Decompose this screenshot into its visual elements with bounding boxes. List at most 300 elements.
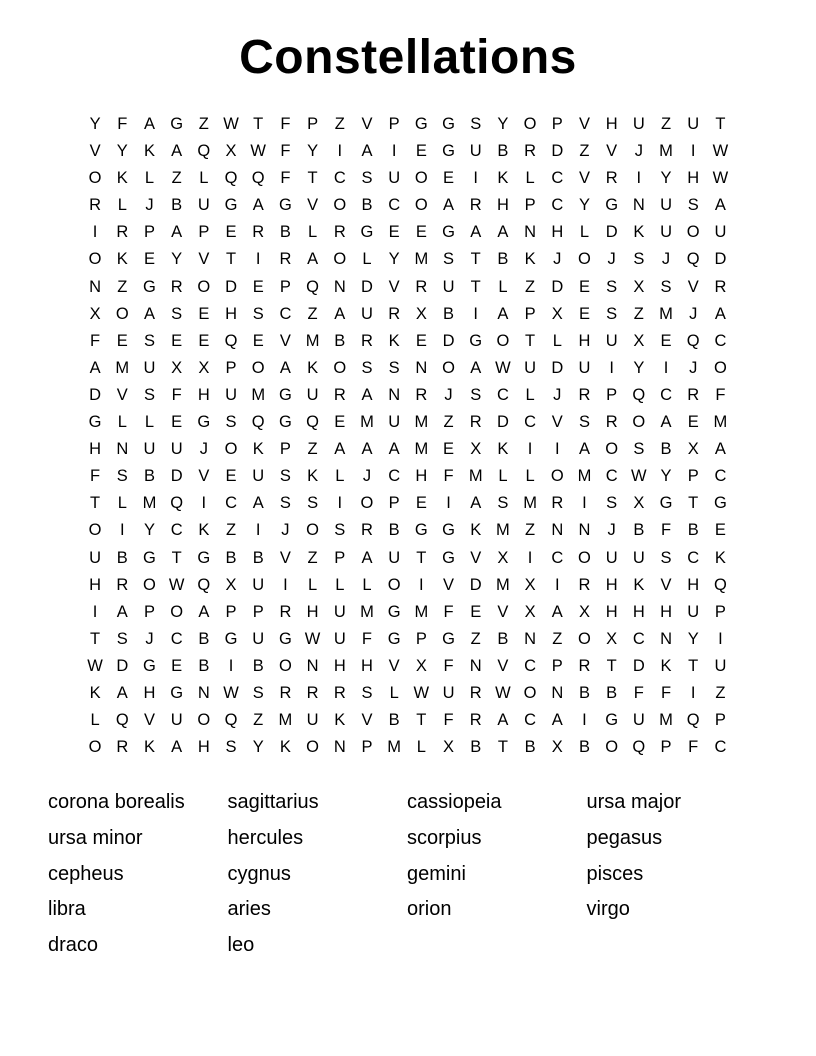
grid-letter: K — [714, 548, 726, 567]
grid-letter: H — [225, 304, 237, 323]
grid-letter: Z — [552, 629, 563, 648]
grid-row — [82, 246, 735, 273]
grid-letter: Y — [660, 169, 672, 188]
grid-letter: L — [90, 711, 100, 730]
grid-letter: L — [144, 169, 155, 188]
grid-row — [82, 165, 735, 192]
word-list-item: cygnus — [227, 862, 291, 885]
grid-letter: X — [225, 142, 237, 161]
grid-letter: M — [414, 250, 429, 269]
grid-letter: V — [198, 467, 210, 486]
grid-letter: J — [145, 196, 154, 215]
grid-letter: P — [225, 602, 237, 621]
grid-letter: N — [89, 277, 102, 296]
word-list-item: hercules — [227, 826, 304, 849]
grid-letter: Y — [578, 196, 590, 215]
grid-letter: A — [497, 711, 509, 730]
grid-letter: A — [334, 304, 346, 323]
grid-letter: L — [389, 683, 399, 702]
grid-letter: Y — [89, 115, 101, 133]
grid-letter: R — [116, 223, 129, 242]
grid-letter: Q — [306, 277, 320, 296]
grid-letter: A — [143, 304, 155, 323]
grid-letter: E — [171, 331, 183, 350]
grid-letter: P — [225, 358, 237, 377]
grid-letter: I — [473, 304, 479, 323]
grid-letter: L — [498, 467, 508, 486]
grid-letter: S — [225, 413, 237, 432]
grid-letter: W — [250, 142, 266, 161]
grid-letter: Z — [660, 115, 672, 133]
grid-letter: F — [688, 738, 699, 757]
grid-letter: X — [171, 358, 183, 377]
grid-letter: P — [660, 738, 672, 757]
grid-letter: T — [253, 115, 264, 133]
grid-letter: C — [714, 331, 727, 350]
grid-letter: R — [361, 521, 373, 540]
grid-letter: L — [525, 385, 535, 404]
grid-letter: P — [714, 602, 726, 621]
grid-letter: V — [606, 142, 618, 161]
grid-letter: N — [306, 656, 319, 675]
grid-letter: V — [388, 656, 400, 675]
grid-letter: V — [279, 331, 291, 350]
grid-row — [82, 219, 735, 246]
grid-letter: G — [442, 629, 455, 648]
grid-letter: J — [689, 358, 698, 377]
grid-letter: S — [334, 521, 346, 540]
grid-letter: Q — [115, 711, 129, 730]
grid-letter: G — [605, 196, 619, 215]
grid-letter: R — [605, 169, 618, 188]
grid-letter: M — [115, 358, 130, 377]
grid-letter: T — [171, 548, 182, 567]
grid-row — [82, 653, 735, 680]
grid-letter: I — [92, 602, 98, 621]
grid-letter: K — [143, 738, 155, 757]
grid-letter: C — [605, 467, 618, 486]
word-search-grid — [82, 111, 735, 761]
grid-letter: R — [524, 142, 537, 161]
grid-letter: C — [496, 385, 509, 404]
grid-letter: M — [468, 467, 483, 486]
grid-letter: B — [252, 548, 264, 567]
word-list-item: cassiopeia — [407, 791, 502, 814]
grid-letter: I — [690, 683, 696, 702]
grid-letter: I — [582, 711, 587, 730]
word-list-item: virgo — [586, 898, 630, 921]
grid-letter: N — [524, 629, 537, 648]
word-list-item: sagittarius — [227, 791, 319, 814]
grid-letter: R — [116, 738, 129, 757]
grid-letter: G — [170, 115, 184, 133]
grid-letter: M — [360, 602, 374, 621]
grid-letter: K — [497, 440, 509, 459]
grid-letter: F — [90, 467, 101, 486]
grid-letter: T — [307, 169, 318, 188]
grid-letter: K — [307, 467, 319, 486]
grid-letter: G — [387, 602, 401, 621]
grid-letter: A — [361, 440, 373, 459]
grid-letter: K — [252, 440, 264, 459]
grid-letter: P — [714, 711, 726, 730]
grid-letter: L — [144, 413, 155, 432]
grid-letter: B — [524, 738, 536, 757]
grid-letter: Q — [224, 169, 238, 188]
grid-letter: T — [688, 656, 699, 675]
grid-letter: U — [170, 711, 183, 730]
grid-letter: V — [361, 115, 373, 133]
word-list-item: draco — [48, 934, 99, 957]
grid-letter: P — [279, 277, 291, 296]
grid-letter: I — [201, 494, 207, 513]
grid-letter: E — [198, 304, 210, 323]
grid-letter: X — [551, 304, 563, 323]
grid-letter: P — [606, 385, 618, 404]
grid-letter: I — [582, 494, 587, 513]
grid-letter: L — [117, 413, 127, 432]
grid-letter: I — [283, 575, 288, 594]
grid-row — [82, 111, 735, 138]
grid-letter: X — [497, 548, 509, 567]
grid-letter: K — [470, 521, 482, 540]
grid-letter: O — [115, 304, 129, 323]
grid-letter: S — [633, 250, 645, 269]
grid-letter: G — [659, 494, 673, 513]
grid-letter: L — [362, 250, 372, 269]
grid-letter: E — [171, 413, 183, 432]
grid-letter: E — [171, 656, 183, 675]
grid-letter: A — [361, 548, 373, 567]
grid-letter: E — [714, 521, 726, 540]
grid-letter: S — [361, 358, 373, 377]
grid-letter: T — [470, 277, 481, 296]
grid-letter: S — [606, 494, 618, 513]
grid-letter: R — [415, 277, 428, 296]
grid-letter: M — [496, 521, 510, 540]
grid-letter: Y — [660, 467, 672, 486]
grid-letter: V — [551, 413, 563, 432]
grid-letter: P — [551, 115, 563, 133]
grid-letter: C — [524, 711, 537, 730]
grid-letter: O — [414, 169, 428, 188]
grid-letter: S — [171, 304, 183, 323]
grid-letter: Q — [632, 738, 646, 757]
grid-row — [82, 599, 735, 626]
grid-letter: H — [89, 575, 102, 594]
grid-letter: G — [170, 683, 184, 702]
grid-letter: P — [198, 223, 210, 242]
grid-letter: N — [632, 196, 645, 215]
grid-letter: M — [523, 494, 537, 513]
grid-letter: U — [660, 196, 672, 215]
grid-letter: G — [442, 521, 455, 540]
grid-letter: V — [89, 142, 101, 161]
grid-letter: O — [523, 683, 537, 702]
grid-letter: J — [362, 467, 372, 486]
grid-letter: E — [252, 331, 264, 350]
grid-letter: A — [551, 602, 563, 621]
grid-letter: X — [415, 304, 427, 323]
grid-letter: N — [660, 629, 672, 648]
grid-letter: K — [633, 223, 645, 242]
grid-letter: J — [634, 142, 643, 161]
grid-letter: K — [497, 169, 509, 188]
grid-letter: Q — [224, 331, 238, 350]
grid-letter: B — [660, 440, 672, 459]
grid-letter: Z — [633, 304, 644, 323]
word-list-column — [228, 785, 408, 964]
grid-letter: C — [551, 548, 564, 567]
grid-row — [82, 463, 735, 490]
grid-letter: B — [198, 629, 210, 648]
grid-letter: F — [660, 521, 672, 540]
grid-letter: K — [143, 142, 155, 161]
grid-letter: R — [551, 494, 564, 513]
grid-letter: B — [279, 223, 291, 242]
grid-letter: L — [416, 738, 426, 757]
grid-letter: C — [279, 304, 292, 323]
grid-letter: L — [362, 575, 372, 594]
grid-letter: V — [578, 115, 590, 133]
grid-letter: Q — [224, 711, 238, 730]
word-list-item: corona borealis — [48, 791, 185, 814]
grid-letter: K — [89, 683, 101, 702]
grid-letter: U — [143, 358, 156, 377]
grid-letter: M — [414, 440, 429, 459]
grid-letter: Q — [713, 575, 727, 594]
grid-letter: K — [116, 169, 128, 188]
grid-letter: V — [198, 250, 210, 269]
grid-letter: G — [360, 223, 374, 242]
grid-letter: F — [280, 142, 291, 161]
grid-row — [82, 680, 735, 707]
grid-letter: G — [143, 656, 156, 675]
grid-letter: B — [497, 142, 509, 161]
grid-letter: R — [116, 575, 129, 594]
grid-letter: E — [415, 494, 427, 513]
grid-letter: V — [497, 602, 509, 621]
grid-letter: U — [632, 115, 645, 133]
grid-letter: V — [470, 548, 482, 567]
grid-letter: Q — [251, 413, 265, 432]
grid-letter: Y — [633, 358, 645, 377]
grid-letter: P — [279, 440, 291, 459]
grid-letter: H — [333, 656, 346, 675]
grid-letter: F — [117, 115, 128, 133]
grid-letter: V — [578, 169, 590, 188]
grid-letter: N — [551, 521, 564, 540]
grid-letter: P — [252, 602, 264, 621]
grid-letter: A — [307, 250, 319, 269]
grid-letter: C — [632, 629, 645, 648]
grid-letter: O — [632, 413, 646, 432]
grid-letter: V — [143, 711, 155, 730]
grid-letter: B — [225, 548, 237, 567]
grid-letter: J — [199, 440, 208, 459]
grid-letter: A — [497, 304, 509, 323]
grid-letter: G — [88, 413, 102, 432]
grid-letter: H — [687, 169, 700, 188]
grid-letter: A — [388, 440, 400, 459]
grid-letter: M — [305, 331, 320, 350]
grid-letter: N — [388, 385, 401, 404]
grid-letter: Z — [198, 115, 209, 133]
grid-row — [82, 626, 735, 653]
grid-letter: H — [605, 115, 618, 133]
grid-letter: A — [361, 385, 373, 404]
grid-letter: Y — [687, 629, 699, 648]
grid-row — [82, 517, 735, 544]
grid-letter: Z — [715, 683, 726, 702]
grid-letter: M — [659, 142, 673, 161]
grid-letter: S — [470, 385, 482, 404]
grid-letter: E — [116, 331, 128, 350]
grid-letter: L — [308, 223, 318, 242]
grid-letter: U — [714, 223, 727, 242]
grid-letter: Q — [251, 169, 265, 188]
grid-letter: H — [578, 331, 591, 350]
grid-letter: R — [252, 223, 265, 242]
grid-letter: C — [551, 169, 564, 188]
grid-letter: G — [469, 331, 483, 350]
grid-letter: U — [605, 331, 618, 350]
word-list-item: pisces — [586, 862, 644, 885]
grid-letter: P — [687, 467, 699, 486]
grid-letter: V — [307, 196, 319, 215]
grid-letter: I — [554, 440, 560, 459]
grid-letter: Y — [143, 521, 155, 540]
grid-letter: O — [442, 358, 455, 377]
grid-letter: Z — [307, 304, 318, 323]
grid-letter: X — [633, 494, 645, 513]
grid-letter: T — [225, 250, 237, 269]
grid-letter: K — [279, 738, 291, 757]
word-list-column — [48, 785, 228, 964]
grid-letter: M — [659, 304, 673, 323]
grid-letter: W — [495, 683, 511, 702]
grid-letter: X — [89, 304, 101, 323]
grid-letter: I — [337, 494, 343, 513]
grid-letter: O — [170, 602, 184, 621]
grid-letter: T — [715, 115, 726, 133]
grid-letter: A — [171, 223, 183, 242]
grid-letter: G — [224, 196, 238, 215]
grid-letter: J — [281, 521, 290, 540]
grid-letter: U — [197, 196, 210, 215]
grid-letter: J — [553, 385, 562, 404]
grid-letter: G — [143, 277, 156, 296]
grid-letter: Y — [307, 142, 319, 161]
grid-letter: M — [713, 413, 728, 432]
grid-letter: I — [663, 358, 669, 377]
grid-letter: U — [442, 683, 455, 702]
grid-letter: Z — [525, 521, 536, 540]
grid-letter: M — [577, 467, 592, 486]
grid-letter: A — [143, 115, 155, 133]
grid-letter: I — [527, 548, 533, 567]
grid-letter: Z — [443, 413, 454, 432]
grid-row — [82, 301, 735, 328]
grid-letter: S — [443, 250, 455, 269]
grid-letter: U — [632, 711, 645, 730]
grid-letter: O — [550, 467, 564, 486]
grid-letter: B — [470, 738, 482, 757]
grid-letter: E — [143, 250, 155, 269]
grid-letter: D — [469, 575, 482, 594]
grid-letter: S — [687, 196, 699, 215]
grid-letter: Z — [334, 115, 345, 133]
grid-letter: O — [333, 358, 347, 377]
grid-letter: F — [443, 467, 454, 486]
grid-letter: D — [116, 656, 129, 675]
grid-letter: G — [278, 413, 292, 432]
grid-letter: D — [714, 250, 727, 269]
grid-letter: N — [116, 440, 129, 459]
grid-letter: X — [415, 656, 427, 675]
grid-letter: R — [714, 277, 727, 296]
grid-letter: I — [473, 169, 479, 188]
grid-letter: R — [89, 196, 102, 215]
grid-letter: X — [524, 575, 536, 594]
grid-letter: Z — [225, 521, 237, 540]
grid-letter: S — [252, 683, 264, 702]
grid-letter: J — [607, 250, 616, 269]
grid-letter: N — [415, 358, 428, 377]
grid-letter: R — [279, 602, 292, 621]
grid-letter: Y — [388, 250, 400, 269]
grid-letter: T — [688, 494, 699, 513]
grid-letter: S — [497, 494, 509, 513]
grid-letter: I — [119, 521, 125, 540]
grid-letter: C — [524, 656, 537, 675]
grid-letter: B — [443, 304, 455, 323]
grid-letter: U — [306, 385, 319, 404]
grid-letter: U — [524, 358, 537, 377]
grid-letter: T — [606, 656, 617, 675]
word-list-item: libra — [48, 898, 86, 921]
grid-letter: X — [551, 738, 563, 757]
grid-letter: L — [117, 196, 127, 215]
grid-letter: S — [470, 115, 482, 133]
grid-letter: A — [470, 494, 482, 513]
grid-letter: G — [605, 711, 619, 730]
grid-letter: H — [605, 602, 618, 621]
grid-letter: N — [197, 683, 210, 702]
grid-letter: P — [524, 196, 536, 215]
grid-letter: M — [414, 413, 429, 432]
grid-letter: O — [360, 494, 374, 513]
grid-letter: X — [606, 629, 618, 648]
grid-letter: U — [170, 440, 183, 459]
grid-letter: A — [470, 358, 482, 377]
grid-letter: N — [333, 738, 346, 757]
grid-letter: A — [116, 683, 128, 702]
grid-letter: S — [361, 169, 373, 188]
grid-letter: W — [87, 656, 103, 675]
grid-letter: T — [90, 629, 101, 648]
grid-letter: W — [413, 683, 430, 702]
grid-letter: U — [605, 548, 618, 567]
grid-letter: B — [606, 683, 618, 702]
grid-letter: M — [360, 413, 374, 432]
grid-letter: W — [223, 115, 239, 133]
grid-letter: C — [687, 548, 700, 567]
grid-letter: D — [225, 277, 237, 296]
grid-letter: B — [388, 711, 400, 730]
grid-letter: S — [225, 738, 237, 757]
grid-letter: C — [225, 494, 237, 513]
